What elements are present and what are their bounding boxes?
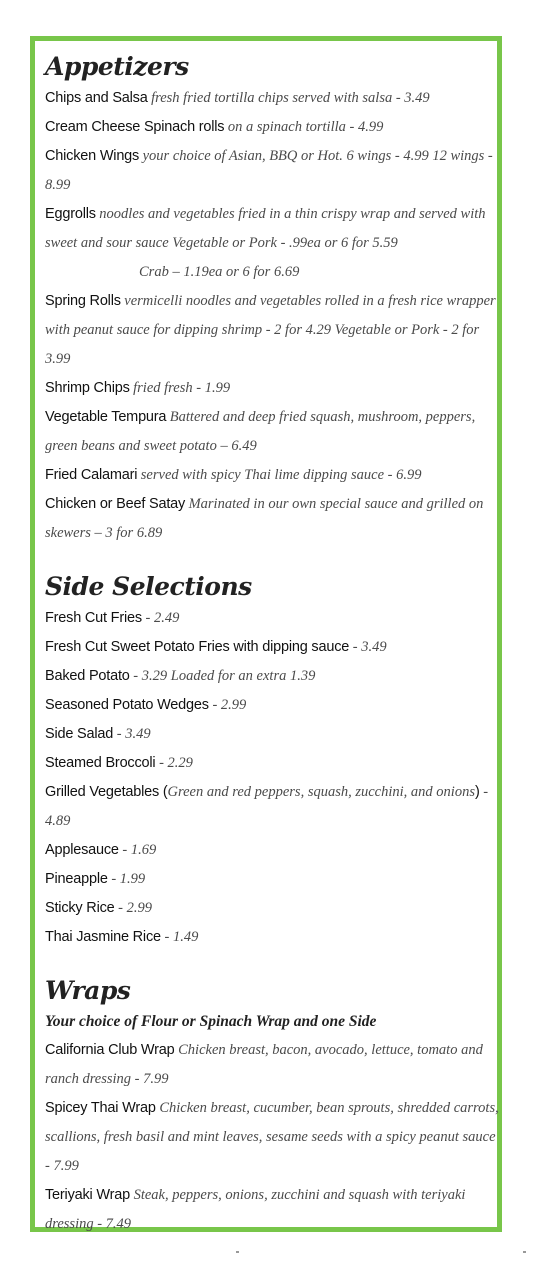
item-name: Eggrolls [45,206,96,222]
item-price: - 3.29 Loaded for an extra 1.39 [129,668,316,684]
item-price: - 2.99 [208,697,247,713]
item-description: fresh fried tortilla chips served with salsa - 3.49 [151,90,430,106]
menu-item [45,662,500,691]
item-description: Green and red peppers, squash, zucchini, and onions [167,784,475,800]
section-title-appetizers: Appetizers [45,52,189,81]
menu-item [45,720,500,749]
section-subtitle: Your choice of Flour or Spinach Wrap and one Side [45,1013,377,1030]
item-name: Seasoned Potato Wedges [45,697,209,713]
menu-item [45,894,500,923]
item-description: Battered and deep fried squash, mushroom, peppers, green beans and sweet potato – 6.49 [45,409,476,454]
item-name: Cream Cheese Spinach rolls [45,119,225,135]
menu-item [45,1181,500,1239]
item-name: Steamed Broccoli [45,755,156,771]
item-price: - 1.99 [107,871,146,887]
item-price: - 2.29 [155,755,193,771]
menu-item [45,1094,500,1181]
item-name: California Club Wrap [45,1042,175,1058]
menu-item [45,403,500,461]
menu-item [45,374,500,403]
item-name: Chicken or Beef Satay [45,496,186,512]
item-name: Fresh Cut Sweet Potato Fries with dipping sauce [45,639,350,655]
item-description: Steak, peppers, onions, zucchini and squash with teriyaki dressing - 7.49 [45,1187,466,1232]
item-description: vermicelli noodles and vegetables rolled in a fresh rice wrapper with peanut sauce for dipping shrimp - 2 for 4.29 Vegetable or Pork - 2 for 3.99 [45,293,496,367]
menu-item-variant [45,258,500,287]
item-name: Chips and Salsa [45,90,148,106]
menu-item [45,633,500,662]
menu-item [45,604,500,633]
scan-speck [236,1251,239,1253]
item-name: Teriyaki Wrap [45,1187,130,1203]
item-description: Chicken breast, cucumber, bean sprouts, shredded carrots, scallions, fresh basil and mint leaves, sesame seeds with a spicy peanut sauce - 7.99 [45,1100,499,1174]
item-name: Shrimp Chips [45,380,130,396]
item-name: Side Salad [45,726,114,742]
item-name: Applesauce [45,842,119,858]
item-name: Fresh Cut Fries [45,610,142,626]
item-price: - 4.89 [45,784,489,829]
item-description: noodles and vegetables fried in a thin crispy wrap and served with sweet and sour sauce Vegetable or Pork - .99ea or 6 for 5.59 [45,206,486,251]
section-title-sides: Side Selections [45,572,252,601]
menu-content [45,50,500,1239]
item-price: - 2.99 [114,900,152,916]
menu-item [45,84,500,113]
item-description: fried fresh - 1.99 [133,380,231,396]
menu-item [45,778,500,836]
item-name: Thai Jasmine Rice [45,929,161,945]
item-name: Grilled Vegetables ( [45,784,168,800]
item-price: - 2.49 [141,610,180,626]
section-title-wraps: Wraps [45,976,131,1005]
item-description: Chicken breast, bacon, avocado, lettuce, tomato and ranch dressing - 7.99 [45,1042,483,1087]
scan-speck [523,1251,526,1253]
menu-item [45,836,500,865]
menu-item [45,142,500,200]
menu-item [45,691,500,720]
item-name: Fried Calamari [45,467,138,483]
item-name: Chicken Wings [45,148,140,164]
section-spacer [45,548,500,570]
item-name: Spring Rolls [45,293,121,309]
item-name: Spicey Thai Wrap [45,1100,156,1116]
item-variant-price: Crab – 1.19ea or 6 for 6.69 [139,264,300,280]
item-price: - 3.49 [349,639,387,655]
menu-item [45,287,500,374]
item-description: served with spicy Thai lime dipping sauce - 6.99 [140,467,422,483]
item-price: - 1.49 [160,929,199,945]
section-spacer [45,952,500,974]
menu-item [45,749,500,778]
menu-item [45,461,500,490]
menu-item [45,490,500,548]
item-name: Pineapple [45,871,108,887]
menu-item [45,200,500,258]
item-paren-close: ) [474,784,480,800]
item-name: Vegetable Tempura [45,409,167,425]
item-description: on a spinach tortilla - 4.99 [227,119,384,135]
menu-item [45,1036,500,1094]
item-price: - 1.69 [118,842,157,858]
item-name: Baked Potato [45,668,130,684]
item-description: Marinated in our own special sauce and grilled on skewers – 3 for 6.89 [45,496,484,541]
item-price: - 3.49 [113,726,151,742]
menu-item [45,865,500,894]
menu-item [45,923,500,952]
item-description: your choice of Asian, BBQ or Hot. 6 wings - 4.99 12 wings - 8.99 [45,148,493,193]
item-name: Sticky Rice [45,900,115,916]
menu-item [45,113,500,142]
